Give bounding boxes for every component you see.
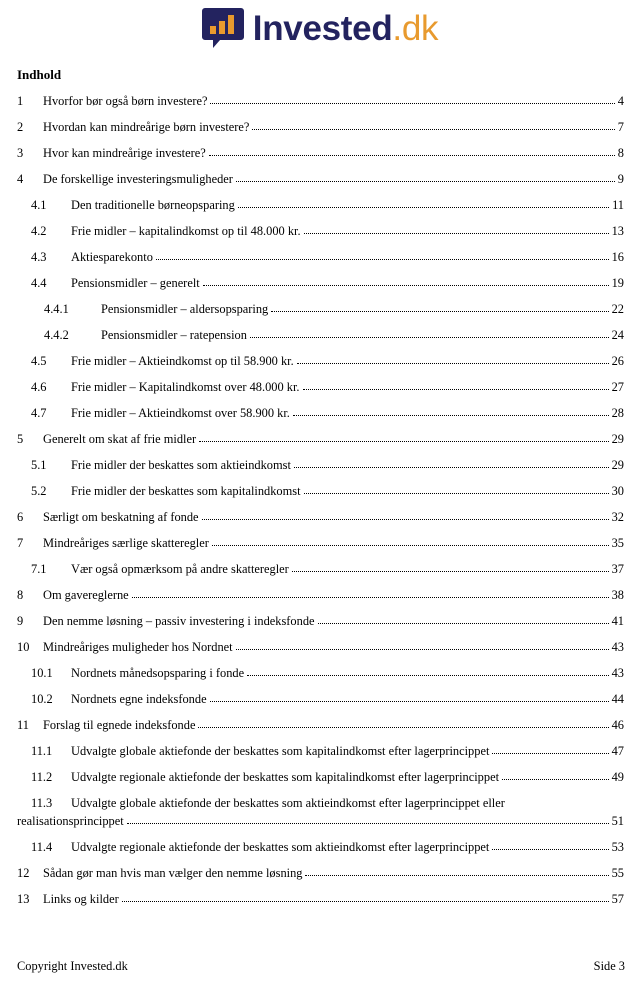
- toc-entry-number: 5.1: [31, 458, 47, 472]
- toc-entry-number: 12: [17, 866, 30, 880]
- toc-entry[interactable]: [0, 556, 639, 582]
- toc-entry[interactable]: [0, 114, 639, 140]
- toc-entry-page: 46: [611, 718, 624, 732]
- toc-entry-title: Udvalgte globale aktiefonde der beskattes som kapitalindkomst efter lagerprincippet: [71, 744, 490, 758]
- toc-entry[interactable]: [0, 608, 639, 634]
- toc-entry-page: 35: [611, 536, 624, 550]
- toc-entry[interactable]: [0, 634, 639, 660]
- toc-entry-number: 5.2: [31, 484, 47, 498]
- toc-entry[interactable]: [0, 764, 639, 790]
- toc-leader: [202, 518, 609, 520]
- logo-wordmark: [252, 8, 439, 48]
- toc-entry-number: 4.4.1: [44, 302, 69, 316]
- toc-entry-title-continued: realisationsprincippet: [17, 814, 124, 828]
- toc-leader: [250, 336, 609, 338]
- toc-entry-number: 6: [17, 510, 24, 524]
- toc-leader: [238, 206, 609, 208]
- toc-entry-page: 19: [611, 276, 624, 290]
- toc-entry[interactable]: [0, 374, 639, 400]
- toc-entry-page: 29: [611, 432, 624, 446]
- toc-entry-title: Links og kilder: [43, 892, 119, 906]
- toc-leader: [293, 414, 609, 416]
- toc-entry-page: 22: [611, 302, 624, 316]
- toc-entry[interactable]: [0, 140, 639, 166]
- toc-entry-title: Generelt om skat af frie midler: [43, 432, 197, 446]
- toc-entry-page: 51: [611, 814, 624, 828]
- toc-entry-number: 4.2: [31, 224, 47, 238]
- toc-entry-number: 4.1: [31, 198, 47, 212]
- toc-leader: [304, 492, 609, 494]
- toc-entry[interactable]: [0, 452, 639, 478]
- toc-entry-page: 4: [617, 94, 624, 108]
- logo-main: Invested: [252, 8, 393, 48]
- toc-entry-title: Den nemme løsning – passiv investering i indeksfonde: [43, 614, 315, 628]
- toc-entry-title: Frie midler – Kapitalindkomst over 48.000 kr.: [71, 380, 300, 394]
- toc-entry-number: 11.2: [31, 770, 53, 784]
- toc-entry-page: 38: [611, 588, 624, 602]
- toc-entry[interactable]: [0, 192, 639, 218]
- toc-leader: [305, 874, 608, 876]
- toc-entry-page: 57: [611, 892, 624, 906]
- footer-page-number: Side 3: [593, 959, 625, 973]
- toc-entry-title: Om gavereglerne: [43, 588, 129, 602]
- toc-entry[interactable]: [0, 712, 639, 738]
- toc-entry-title: Mindreåriges særlige skatteregler: [43, 536, 209, 550]
- toc-entry[interactable]: [0, 738, 639, 764]
- toc-entry-title: Frie midler der beskattes som aktieindkomst: [71, 458, 291, 472]
- toc-entry-page: 49: [611, 770, 624, 784]
- toc-leader: [209, 154, 615, 156]
- toc-entry-title: Sådan gør man hvis man vælger den nemme løsning: [43, 866, 303, 880]
- toc-entry-title: Frie midler – kapitalindkomst op til 48.000 kr.: [71, 224, 301, 238]
- toc-entry[interactable]: [0, 400, 639, 426]
- toc-leader: [294, 466, 609, 468]
- toc-entry-title: Frie midler der beskattes som kapitalindkomst: [71, 484, 301, 498]
- toc-entry-title: Aktiesparekonto: [71, 250, 153, 264]
- toc-entry-number: 7: [17, 536, 24, 550]
- toc-entry-number: 4.5: [31, 354, 47, 368]
- toc-leader: [247, 674, 609, 676]
- toc-leader: [212, 544, 609, 546]
- toc-entry[interactable]: [0, 582, 639, 608]
- toc-entry-number: 4.7: [31, 406, 47, 420]
- toc-leader: [127, 822, 609, 824]
- toc-entry-number: 10.2: [31, 692, 53, 706]
- toc-entry-title: Udvalgte globale aktiefonde der beskattes som aktieindkomst efter lagerprincippet eller: [71, 796, 505, 810]
- toc-leader: [132, 596, 609, 598]
- toc-leader: [304, 232, 609, 234]
- toc-entry-title: Den traditionelle børneopsparing: [71, 198, 235, 212]
- toc-entry-number: 10: [17, 640, 30, 654]
- toc-entry-title: Pensionsmidler – ratepension: [101, 328, 247, 342]
- toc-entry[interactable]: [0, 478, 639, 504]
- toc-entry-title: Mindreåriges muligheder hos Nordnet: [43, 640, 233, 654]
- toc-entry-title: Hvor kan mindreårige investere?: [43, 146, 206, 160]
- toc-entry[interactable]: [0, 860, 639, 886]
- toc-entry[interactable]: [0, 322, 639, 348]
- toc-entry-number: 2: [17, 120, 24, 134]
- toc-entry[interactable]: [0, 886, 639, 912]
- toc-leader: [271, 310, 608, 312]
- toc-leader: [210, 102, 614, 104]
- toc-entry-title: De forskellige investeringsmuligheder: [43, 172, 233, 186]
- toc-leader: [292, 570, 609, 572]
- toc-entry-page: 8: [617, 146, 624, 160]
- toc-entry[interactable]: [0, 660, 639, 686]
- toc-entry-page: 37: [611, 562, 624, 576]
- toc-leader: [199, 440, 609, 442]
- toc-entry-page: 43: [611, 666, 624, 680]
- toc-entry-page: 7: [617, 120, 624, 134]
- footer-copyright: Copyright Invested.dk: [17, 959, 128, 973]
- toc-entry-title: Hvorfor bør også børn investere?: [43, 94, 208, 108]
- toc-entry-number: 11: [17, 718, 29, 732]
- toc-entry-page: 32: [611, 510, 624, 524]
- toc-entry-title: Vær også opmærksom på andre skatteregler: [71, 562, 289, 576]
- toc-entry-title: Hvordan kan mindreårige børn investere?: [43, 120, 250, 134]
- toc-entry-number: 11.3: [31, 796, 53, 810]
- toc-leader: [502, 778, 609, 780]
- toc-entry-page: 28: [611, 406, 624, 420]
- toc-entry-page: 9: [617, 172, 624, 186]
- toc-entry[interactable]: [0, 244, 639, 270]
- toc-leader: [297, 362, 609, 364]
- toc-entry-number: 11.1: [31, 744, 53, 758]
- toc-entry-number: 7.1: [31, 562, 47, 576]
- toc-entry-title: Udvalgte regionale aktiefonde der beskattes som aktieindkomst efter lagerprincippet: [71, 840, 490, 854]
- logo: [0, 6, 639, 50]
- toc-entry[interactable]: [0, 790, 639, 834]
- toc-entry-page: 47: [611, 744, 624, 758]
- toc-entry-page: 55: [611, 866, 624, 880]
- toc-entry-number: 8: [17, 588, 24, 602]
- toc-entry[interactable]: [0, 530, 639, 556]
- toc-entry[interactable]: [0, 834, 639, 860]
- toc-entry[interactable]: [0, 88, 639, 114]
- toc-entry-page: 26: [611, 354, 624, 368]
- toc-entry-title: Frie midler – Aktieindkomst op til 58.900 kr.: [71, 354, 294, 368]
- toc-entry-number: 5: [17, 432, 24, 446]
- logo-tld: .dk: [392, 8, 439, 48]
- toc-leader: [236, 180, 615, 182]
- toc-entry-title: Frie midler – Aktieindkomst over 58.900 kr.: [71, 406, 290, 420]
- toc-leader: [122, 900, 609, 902]
- toc-entry-title: Pensionsmidler – generelt: [71, 276, 200, 290]
- toc-entry-page: 29: [611, 458, 624, 472]
- toc-entry-number: 13: [17, 892, 30, 906]
- toc-entry-page: 44: [611, 692, 624, 706]
- toc-entry[interactable]: [0, 296, 639, 322]
- toc-leader: [198, 726, 608, 728]
- toc-entry-title: Nordnets egne indeksfonde: [71, 692, 207, 706]
- toc-leader: [252, 128, 614, 130]
- toc-entry-number: 10.1: [31, 666, 53, 680]
- toc-leader: [492, 848, 608, 850]
- toc-leader: [318, 622, 609, 624]
- toc-entry-number: 3: [17, 146, 24, 160]
- toc-entry-number: 1: [17, 94, 24, 108]
- toc-entry-page: 16: [611, 250, 624, 264]
- toc-entry[interactable]: [0, 166, 639, 192]
- toc-entry[interactable]: [0, 348, 639, 374]
- toc-entry[interactable]: [0, 686, 639, 712]
- toc-entry-title: Forslag til egnede indeksfonde: [43, 718, 196, 732]
- toc-entry[interactable]: [0, 504, 639, 530]
- toc-entry[interactable]: [0, 426, 639, 452]
- toc-entry-title: Udvalgte regionale aktiefonde der beskattes som kapitalindkomst efter lagerprincippet: [71, 770, 500, 784]
- toc-entry-number: 4.4.2: [44, 328, 69, 342]
- toc-entry-number: 4.4: [31, 276, 47, 290]
- toc-entry-page: 30: [611, 484, 624, 498]
- toc-leader: [203, 284, 609, 286]
- toc-entry-page: 11: [612, 198, 624, 212]
- toc-entry-number: 9: [17, 614, 24, 628]
- toc-leader: [210, 700, 609, 702]
- toc-leader: [156, 258, 609, 260]
- toc-entry-page: 53: [611, 840, 624, 854]
- toc-entry-page: 41: [611, 614, 624, 628]
- toc-entry-page: 27: [611, 380, 624, 394]
- table-of-contents: [0, 88, 639, 912]
- toc-entry-number: 11.4: [31, 840, 53, 854]
- toc-entry-number: 4.6: [31, 380, 47, 394]
- toc-entry-page: 13: [611, 224, 624, 238]
- toc-leader: [303, 388, 609, 390]
- toc-entry-number: 4.3: [31, 250, 47, 264]
- toc-entry-title: Pensionsmidler – aldersopsparing: [101, 302, 269, 316]
- toc-entry-page: 24: [611, 328, 624, 342]
- toc-leader: [492, 752, 608, 754]
- toc-entry-title: Nordnets månedsopsparing i fonde: [71, 666, 245, 680]
- toc-entry-title: Særligt om beskatning af fonde: [43, 510, 199, 524]
- toc-entry-page: 43: [611, 640, 624, 654]
- toc-heading: Indhold: [17, 67, 62, 82]
- toc-entry[interactable]: [0, 270, 639, 296]
- toc-entry[interactable]: [0, 218, 639, 244]
- toc-entry-number: 4: [17, 172, 24, 186]
- chat-bubble-bar-chart-icon: [201, 6, 245, 50]
- toc-leader: [236, 648, 609, 650]
